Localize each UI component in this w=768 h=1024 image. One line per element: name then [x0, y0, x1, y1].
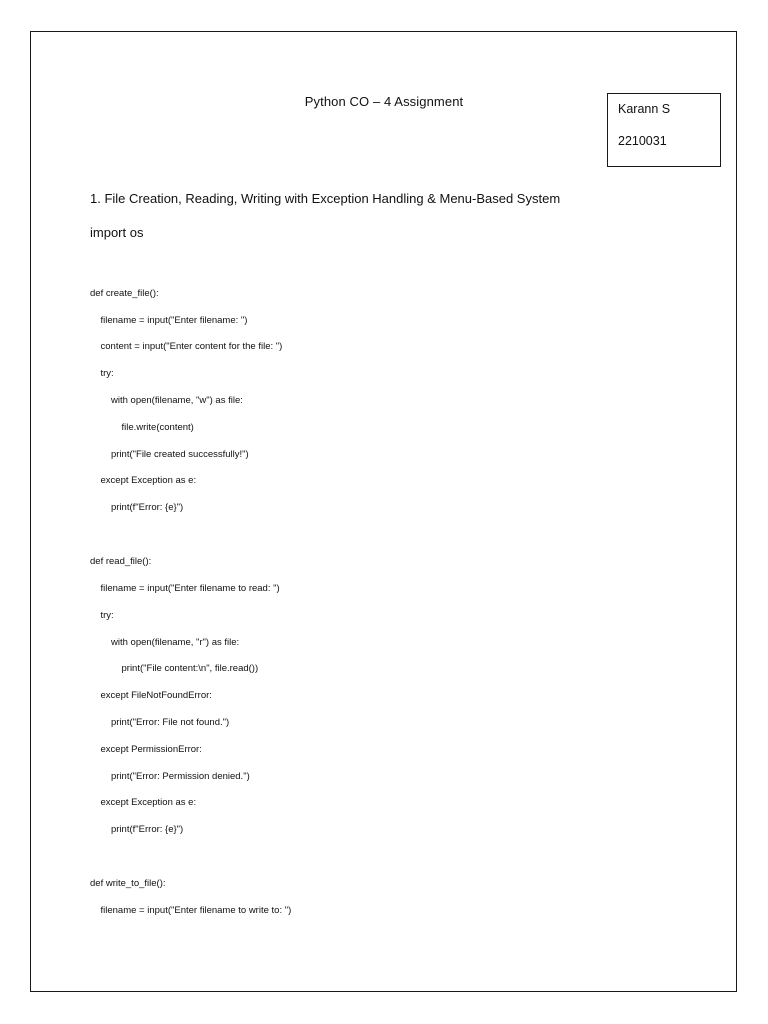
code-line: print(f"Error: {e}") [111, 502, 184, 513]
code-line: content = input("Enter content for the file: ") [100, 341, 283, 352]
code-line: try: [100, 610, 114, 621]
code-line: except PermissionError: [100, 744, 202, 755]
code-line: except Exception as e: [100, 797, 197, 808]
code-line: def create_file(): [90, 288, 159, 299]
code-line: print("File created successfully!") [111, 449, 249, 460]
code-line: def write_to_file(): [90, 878, 166, 889]
document-title: Python CO – 4 Assignment [304, 94, 464, 109]
code-line: filename = input("Enter filename: ") [100, 315, 248, 326]
code-line: with open(filename, "r") as file: [111, 637, 240, 648]
import-statement: import os [90, 225, 144, 240]
code-line: print("File content:\n", file.read()) [121, 663, 259, 674]
code-line: print("Error: File not found.") [111, 717, 230, 728]
code-line: except FileNotFoundError: [100, 690, 212, 701]
student-info-box [607, 93, 721, 167]
code-line: file.write(content) [121, 422, 194, 433]
student-id: 2210031 [618, 134, 667, 148]
code-line: except Exception as e: [100, 475, 197, 486]
section-heading: 1. File Creation, Reading, Writing with Exception Handling & Menu-Based System [90, 191, 561, 206]
student-name: Karann S [618, 102, 671, 116]
code-line: filename = input("Enter filename to read: ") [100, 583, 280, 594]
code-line: try: [100, 368, 114, 379]
code-line: print("Error: Permission denied.") [111, 771, 250, 782]
code-line: def read_file(): [90, 556, 152, 567]
code-line: print(f"Error: {e}") [111, 824, 184, 835]
code-line: with open(filename, "w") as file: [111, 395, 243, 406]
code-line: filename = input("Enter filename to write to: ") [100, 905, 292, 916]
